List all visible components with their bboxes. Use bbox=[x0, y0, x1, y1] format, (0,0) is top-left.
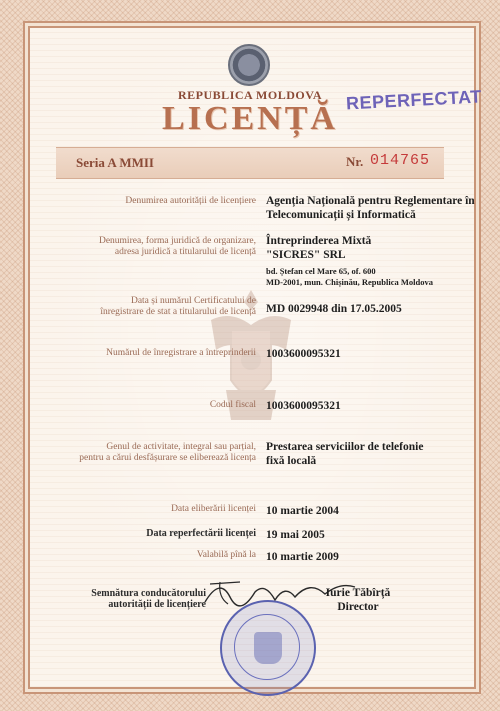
license-number: 014765 bbox=[370, 152, 431, 169]
field-value-line: 1003600095321 bbox=[266, 348, 341, 360]
field-label-line: înregistrare de stat a titularului de licență bbox=[100, 307, 256, 317]
field-label-line: Denumirea, forma juridică de organizare, bbox=[98, 236, 256, 246]
field-label bbox=[56, 550, 256, 561]
field-value-line: 10 martie 2009 bbox=[266, 551, 339, 563]
field-label-line: Valabilă pînă la bbox=[196, 550, 256, 560]
field-value bbox=[266, 234, 371, 262]
state-emblem-icon bbox=[228, 44, 270, 86]
address-line: MD-2001, mun. Chișinău, Republica Moldova bbox=[266, 277, 433, 287]
field-value-line: fixă locală bbox=[266, 455, 317, 467]
signature-label-line: autorității de licențiere bbox=[108, 599, 206, 610]
reperfectat-stamp: REPERFECTAT bbox=[345, 86, 483, 114]
field-value bbox=[266, 347, 341, 361]
country-name: REPUBLICA MOLDOVA bbox=[178, 88, 322, 102]
series-label: Seria A MMII bbox=[76, 155, 154, 170]
address-line: bd. Ștefan cel Mare 65, of. 600 bbox=[266, 266, 376, 276]
field-value bbox=[266, 302, 402, 316]
field-label-line: Codul fiscal bbox=[209, 400, 256, 410]
holder-address bbox=[266, 266, 433, 288]
field-value bbox=[266, 440, 423, 468]
official-seal-icon bbox=[220, 600, 316, 696]
signature-label-line: Semnătura conducătorului bbox=[91, 588, 206, 599]
field-label bbox=[56, 504, 256, 515]
document-title: LICENȚĂ bbox=[162, 100, 338, 137]
field-label-line: Genul de activitate, integral sau parțial, bbox=[106, 442, 256, 452]
signature-label bbox=[56, 588, 206, 610]
field-label bbox=[56, 400, 256, 411]
seal-emblem bbox=[254, 632, 282, 664]
field-label-line: Data reperfectării licenței bbox=[146, 528, 256, 539]
field-label-line: Data eliberării licenței bbox=[171, 504, 256, 514]
field-label-line: pentru a cărui desfășurare se eliberează licența bbox=[79, 453, 256, 463]
field-value-line: Telecomunicații și Informatică bbox=[266, 209, 416, 221]
field-value-line: MD 0029948 din 17.05.2005 bbox=[266, 303, 402, 315]
field-label bbox=[56, 196, 256, 207]
signatory bbox=[308, 586, 408, 614]
field-label-line: Numărul de înregistrare a întreprinderii bbox=[106, 348, 256, 358]
field-label bbox=[56, 442, 256, 464]
field-label-line: adresa juridică a titularului de licență bbox=[114, 247, 256, 257]
field-label-line: Denumirea autorității de licențiere bbox=[125, 196, 256, 206]
field-value bbox=[266, 399, 341, 413]
field-label-line: Data și numărul Certificatului de bbox=[130, 296, 256, 306]
field-label bbox=[56, 236, 256, 258]
field-value-line: 19 mai 2005 bbox=[266, 529, 325, 541]
field-value-line: 10 martie 2004 bbox=[266, 505, 339, 517]
field-value bbox=[266, 504, 339, 518]
field-value-line: Prestarea serviciilor de telefonie bbox=[266, 441, 424, 453]
signatory-position: Director bbox=[337, 601, 379, 613]
field-value bbox=[266, 528, 325, 542]
field-value bbox=[266, 194, 475, 222]
field-label bbox=[56, 296, 256, 318]
field-value-line: Întreprinderea Mixtă bbox=[266, 235, 372, 247]
field-value-line: Agenția Națională pentru Reglementare în bbox=[266, 195, 475, 207]
field-value-line: 1003600095321 bbox=[266, 400, 341, 412]
field-value-line: "SICRES" SRL bbox=[266, 249, 346, 261]
signatory-name: Iurie Tăbîrță bbox=[325, 587, 391, 599]
field-label bbox=[56, 528, 256, 539]
field-label bbox=[56, 348, 256, 359]
field-value bbox=[266, 550, 339, 564]
number-label: Nr. bbox=[346, 154, 364, 169]
